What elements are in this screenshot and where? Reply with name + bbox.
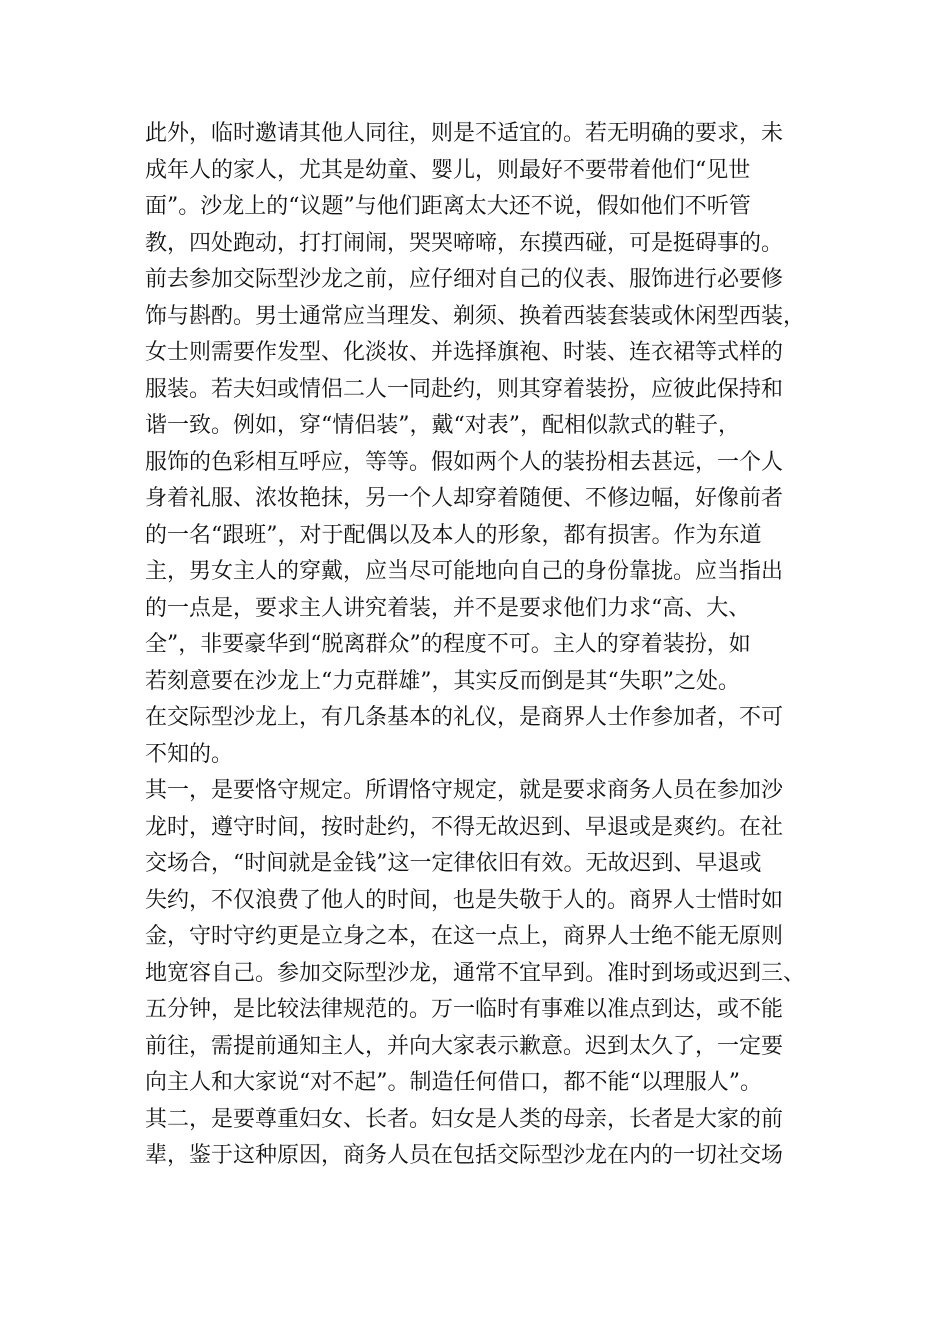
text-line: 地宽容自己。参加交际型沙龙，通常不宜早到。准时到场或迟到三、 — [145, 960, 806, 986]
text-line: 饰与斟酌。男士通常应当理发、剃须、换着西装套装或休闲型西装， — [145, 303, 806, 329]
text-line: 的一名“跟班”，对于配偶以及本人的形象，都有损害。作为东道 — [145, 522, 762, 548]
text-line: 谐一致。例如，穿“情侣装”，戴“对表”，配相似款式的鞋子， — [145, 413, 740, 438]
body-text — [145, 116, 810, 1175]
text-line: 辈，鉴于这种原因，商务人员在包括交际型沙龙在内的一切社交场 — [145, 1143, 784, 1168]
text-line: 服装。若夫妇或情侣二人一同赴约，则其穿着装扮，应彼此保持和 — [145, 376, 784, 402]
text-line: 前往，需提前通知主人，并向大家表示歉意。迟到太久了，一定要 — [145, 1033, 784, 1059]
text-line: 女士则需要作发型、化淡妆、并选择旗袍、时装、连衣裙等式样的 — [145, 340, 784, 365]
text-line: 服饰的色彩相互呼应，等等。假如两个人的装扮相去甚远，一个人 — [145, 449, 784, 475]
text-line: 其二，是要尊重妇女、长者。妇女是人类的母亲，长者是大家的前 — [145, 1106, 784, 1132]
text-line: 不知的。 — [145, 741, 234, 767]
text-line: 金，守时守约更是立身之本，在这一点上，商界人士绝不能无原则 — [145, 924, 784, 949]
text-line: 前去参加交际型沙龙之前，应仔细对自己的仪表、服饰进行必要修 — [145, 267, 784, 292]
text-line: 主，男女主人的穿戴，应当尽可能地向自己的身份靠拢。应当指出 — [145, 559, 784, 584]
text-line: 五分钟，是比较法律规范的。万一临时有事难以准点到达，或不能 — [145, 997, 784, 1022]
text-line: 此外，临时邀请其他人同往，则是不适宜的。若无明确的要求，未 — [145, 121, 784, 146]
text-line: 的一点是，要求主人讲究着装，并不是要求他们力求“高、大、 — [145, 595, 751, 621]
text-line: 身着礼服、浓妆艳抹，另一个人却穿着随便、不修边幅，好像前者 — [145, 486, 784, 511]
text-line: 其一，是要恪守规定。所谓恪守规定，就是要求商务人员在参加沙 — [145, 778, 784, 803]
text-line: 成年人的家人，尤其是幼童、婴儿，则最好不要带着他们“见世 — [145, 157, 751, 183]
text-line: 交场合，“时间就是金钱”这一定律依旧有效。无故迟到、早退或 — [145, 851, 762, 876]
text-line: 全”，非要豪华到“脱离群众”的程度不可。主人的穿着装扮，如 — [145, 632, 751, 657]
text-line: 向主人和大家说“对不起”。制造任何借口，都不能“以理服人”。 — [145, 1070, 762, 1095]
text-line: 在交际型沙龙上，有几条基本的礼仪，是商界人士作参加者，不可 — [145, 705, 784, 730]
text-line: 教，四处跑动，打打闹闹，哭哭啼啼，东摸西碰，可是挺碍事的。 — [145, 230, 784, 256]
text-line: 若刻意要在沙龙上“力克群雄”，其实反而倒是其“失职”之处。 — [145, 668, 740, 694]
text-line: 面”。沙龙上的“议题”与他们距离太大还不说，假如他们不听管 — [145, 194, 751, 219]
text-line: 失约，不仅浪费了他人的时间，也是失敬于人的。商界人士惜时如 — [145, 887, 784, 913]
text-line: 龙时，遵守时间，按时赴约，不得无故迟到、早退或是爽约。在社 — [145, 814, 784, 840]
